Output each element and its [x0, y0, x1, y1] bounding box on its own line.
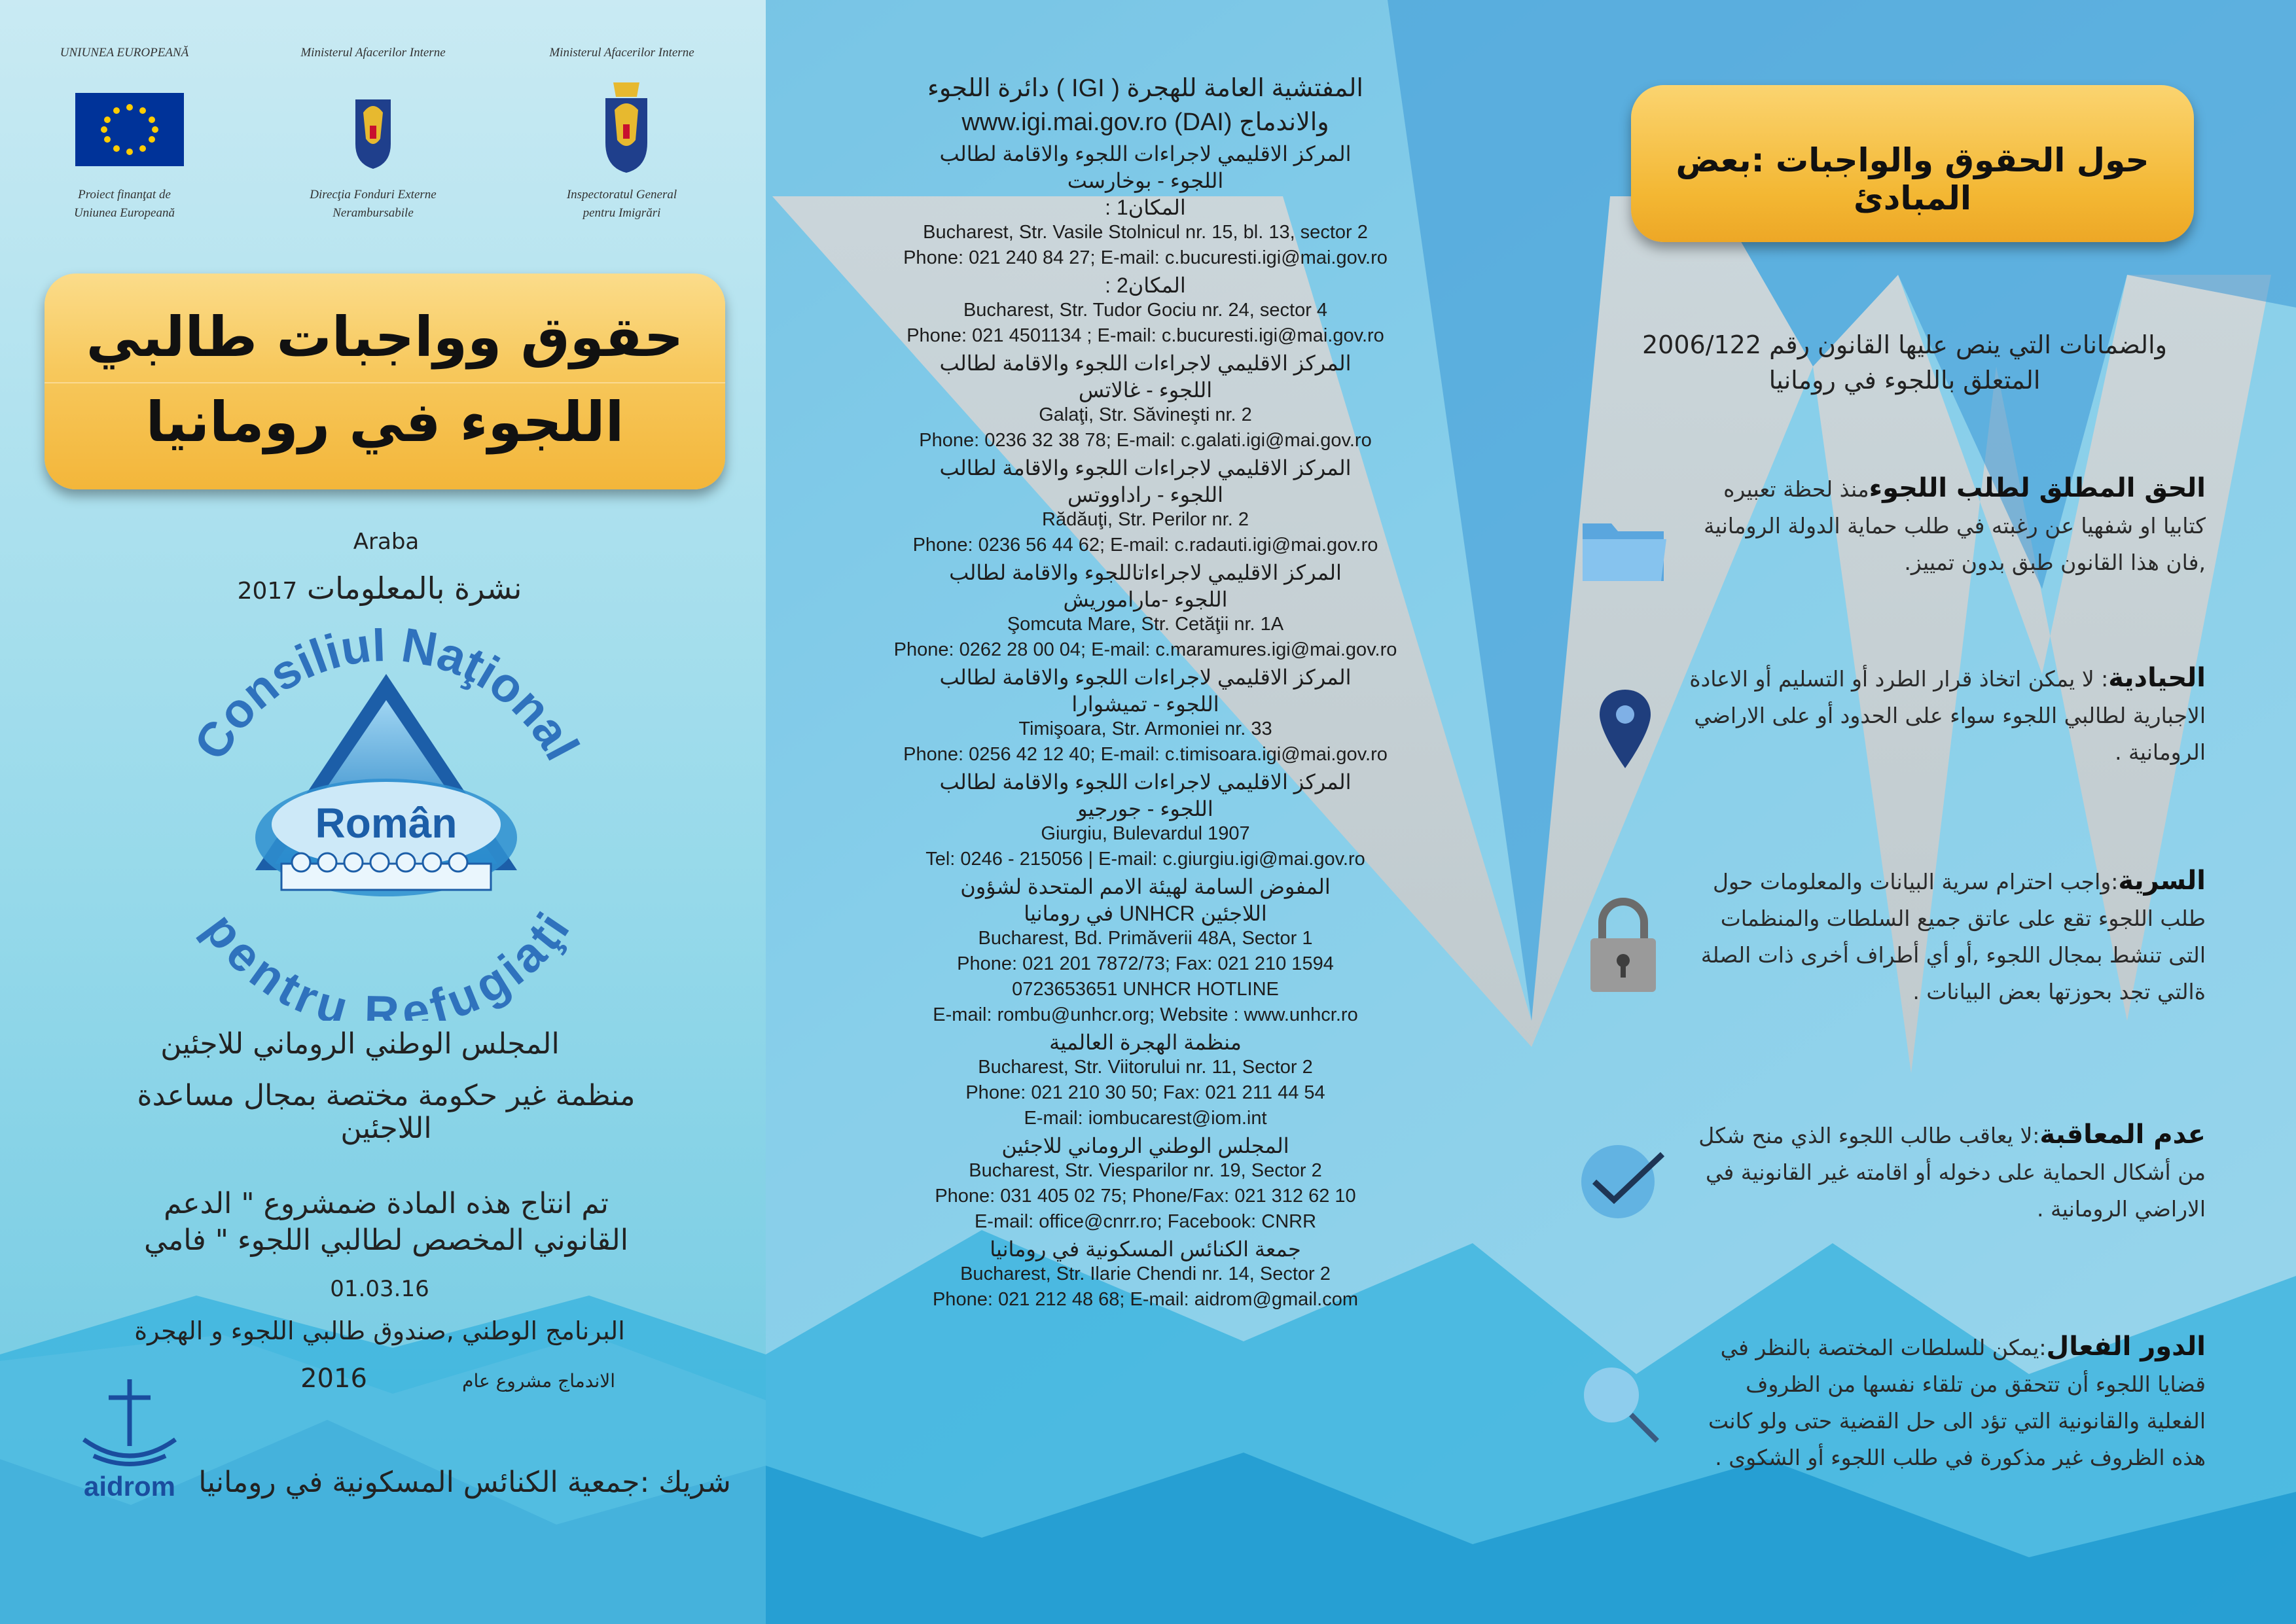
- date: 01.03.16: [330, 1276, 429, 1302]
- contact-line: المركز الاقليمي لاجراءاتاللجوء والاقامة لطالب: [949, 561, 1342, 584]
- contact-line: Phone: 021 210 30 50; Fax: 021 211 44 54: [965, 1082, 1325, 1103]
- cnrr-logo-middle: Român: [315, 800, 457, 847]
- org-desc: [98, 1080, 674, 1145]
- cnrr-logo-bottom: [194, 903, 580, 1021]
- contact-line: 0723653651 UNHCR HOTLINE: [1012, 979, 1279, 1000]
- project-year-label: الاندماج مشروع عام: [462, 1370, 615, 1392]
- bulletin-year: 2017: [237, 578, 298, 605]
- principle-item-2: [1682, 660, 2206, 771]
- contact-line: Bucharest, Str. Vasile Stolnicul nr. 15, bl. 13, sector 2: [923, 222, 1368, 243]
- principle-title: عدم المعاقبة: [2039, 1120, 2206, 1150]
- intro-text: [1610, 327, 2199, 398]
- logo-sub-line: Uniunea Europeană: [74, 206, 175, 220]
- principle-item-3: [1682, 862, 2206, 1010]
- contact-line: المركز الاقليمي لاجراءات اللجوء والاقامة لطالب: [939, 665, 1352, 689]
- magnifier-icon: [1577, 1361, 1662, 1446]
- contact-line: Giurgiu, Bulevardul 1907: [1041, 823, 1250, 844]
- contact-line: E-mail: rombu@unhcr.org; Website : www.unhcr.ro: [933, 1004, 1358, 1025]
- contact-line: Phone: 0236 32 38 78; E-mail: c.galati.igi@mai.gov.ro: [919, 430, 1372, 451]
- cnrr-logo-bottom-text: pentru Refugiaţi: [193, 903, 580, 1021]
- contact-line: Galaţi, Str. Săvineşti nr. 2: [1039, 404, 1252, 425]
- ship-cross-icon: [77, 1374, 182, 1472]
- logo-sub-line: Direcţia Fonduri Externe: [310, 188, 437, 202]
- intro-line: والضمانات التي ينص عليها القانون رقم 2006/122: [1642, 330, 2167, 359]
- logo-sub-line: Proiect finanţat de: [78, 188, 171, 202]
- contact-line: اللجوء - تميشوارا: [1071, 692, 1219, 716]
- contact-line: جمعة الكنائس المسكونية في رومانيا: [990, 1237, 1301, 1261]
- logo-sub-eu: [39, 186, 209, 222]
- aidrom-text: aidrom: [83, 1471, 176, 1502]
- cnrr-logo-top-text: Consiliul Naţional: [183, 628, 590, 769]
- principle-title: الحيادية: [2108, 663, 2206, 693]
- contact-line: اللجوء - راداووتس: [1067, 483, 1223, 506]
- coat-of-arms-icon: [600, 77, 653, 175]
- contact-line: E-mail: office@cnrr.ro; Facebook: CNRR: [974, 1211, 1317, 1232]
- principle-text: :لا يعاقب طالب اللجوء الذي منح شكل من أشكال الحماية على دخوله أو اقامته غير القانونية في الاراضي الرومانية .: [1698, 1123, 2206, 1222]
- contact-line: Phone: 0256 42 12 40; E-mail: c.timisoara.igi@mai.gov.ro: [903, 744, 1388, 765]
- contact-line: منظمة الهجرة العالمية: [1049, 1031, 1242, 1054]
- contact-line: Phone: 0236 56 44 62; E-mail: c.radauti.igi@mai.gov.ro: [912, 535, 1378, 556]
- folder-icon: [1579, 510, 1670, 589]
- contact-line: Rădăuţi, Str. Perilor nr. 2: [1042, 509, 1249, 530]
- contact-line: المركز الاقليمي لاجراءات اللجوء والاقامة لطالب: [939, 142, 1352, 166]
- org-name: المجلس الوطني الروماني للاجئين: [160, 1027, 560, 1061]
- principle-item-5: [1682, 1328, 2206, 1476]
- principle-title: السرية: [2118, 866, 2206, 896]
- contact-line: اللجوء - بوخارست: [1067, 169, 1224, 192]
- logo-caption-igi: Ministerul Afacerilor Interne: [549, 46, 694, 60]
- coat-of-arms-icon: [350, 93, 396, 170]
- contact-line: Phone: 021 240 84 27; E-mail: c.bucuresti.igi@mai.gov.ro: [903, 247, 1388, 268]
- contact-line: Bucharest, Str. Tudor Gociu nr. 24, sector 4: [963, 300, 1328, 321]
- contact-line: Bucharest, Str. Ilarie Chendi nr. 14, Sector 2: [960, 1263, 1331, 1284]
- principle-text: منذ لحظة تعبيره كتابيا او شفهيا عن رغبته في طلب حماية الدولة الرومانية ,فان هذا القانون طبق بدون تمييز.: [1703, 476, 2206, 575]
- contact-line: E-mail: iombucarest@iom.int: [1024, 1108, 1267, 1129]
- org-desc-line: منظمة غير حكومة مختصة بمجال مساعدة: [137, 1079, 636, 1112]
- padlock-icon: [1584, 896, 1662, 995]
- project-text-line: القانوني المخصص لطالبي اللجوء " فامي: [144, 1224, 628, 1257]
- project-text: [98, 1186, 674, 1259]
- contact-line: المفوض السامة لهيئة الامم المتحدة لشؤون: [960, 875, 1331, 898]
- location-pin-icon: [1597, 687, 1653, 772]
- contact-line: المكان1 :: [1105, 196, 1186, 219]
- contact-line: Phone: 021 4501134 ; E-mail: c.bucuresti.igi@mai.gov.ro: [906, 325, 1384, 346]
- contact-line: المركز الاقليمي لاجراءات اللجوء والاقامة لطالب: [939, 770, 1352, 794]
- bulletin-title: [196, 571, 563, 606]
- partner-text: شريك :جمعية الكنائس المسكونية في رومانيا: [198, 1466, 731, 1499]
- logo-sub-line: Inspectoratul General: [566, 188, 677, 202]
- contact-line: Şomcuta Mare, Str. Cetăţii nr. 1A: [1007, 614, 1284, 635]
- program-text: البرنامج الوطني ,صندوق طالبي اللجوء و الهجرة: [134, 1316, 625, 1345]
- contact-line: اللجوء - غالاتس: [1078, 378, 1213, 402]
- contact-line: اللاجئين UNHCR في رومانيا: [1024, 902, 1267, 925]
- contact-line: Tel: 0246 - 215056 | E-mail: c.giurgiu.igi@mai.gov.ro: [925, 849, 1365, 870]
- project-text-line: تم انتاج هذه المادة ضمشروع " الدعم: [164, 1187, 609, 1220]
- principle-text: :يمكن للسلطات المختصة بالنظر في قضايا اللجوء أن تتحقق من تلقاء نفسها من الظروف الفعلية والقانونية التي تؤد الى حل القضية حتى ولو كانت هذه الظروف غير مذكورة في طلب اللجوء أو الشكوى .: [1708, 1335, 2206, 1470]
- contact-line: المفتشية العامة للهجرة ( IGI ) دائرة اللجوء: [927, 75, 1363, 102]
- contact-line: اللجوء -ماراموريش: [1063, 588, 1228, 611]
- contact-line: المركز الاقليمي لاجراءات اللجوء والاقامة لطالب: [939, 351, 1352, 375]
- project-year: 2016: [300, 1364, 367, 1394]
- intro-line: المتعلق باللجوء في رومانيا: [1768, 366, 2041, 395]
- principle-title: الدور الفعال: [2046, 1332, 2206, 1362]
- principles-header: حول الحقوق والواجبات :بعض المبادئ: [1676, 141, 2149, 217]
- contact-line: Phone: 031 405 02 75; Phone/Fax: 021 312 62 10: [935, 1186, 1356, 1207]
- org-desc-line: اللاجئين: [340, 1112, 432, 1145]
- contact-line: المكان2 :: [1105, 274, 1186, 297]
- principles-header-box: [1631, 85, 2194, 242]
- eu-flag-icon: [75, 93, 184, 166]
- logo-caption-eu: UNIUNEA EUROPEANĂ: [60, 46, 189, 60]
- aidrom-logo: [77, 1374, 182, 1505]
- logo-sub-mai: [275, 186, 471, 222]
- principle-item-1: [1682, 470, 2206, 581]
- cnrr-logo: [177, 628, 596, 1021]
- contact-line: Bucharest, Bd. Primăverii 48A, Sector 1: [978, 928, 1313, 949]
- contact-line: والاندماج (DAI) www.igi.mai.gov.ro: [961, 109, 1329, 136]
- contact-line: Bucharest, Str. Viitorului nr. 11, Sector 2: [978, 1057, 1313, 1078]
- principle-title: الحق المطلق لطلب اللجوء: [1869, 473, 2206, 503]
- logo-sub-line: pentru Imigrări: [583, 206, 661, 220]
- contact-line: اللجوء - جورجيو: [1077, 797, 1213, 821]
- contact-line: Timişoara, Str. Armoniei nr. 33: [1018, 718, 1272, 739]
- principle-text: :واجب احترام سرية البيانات والمعلومات حول طلب اللجوء تقع على عاتق جميع السلطات والمنظمات التى تنشط بمجال اللجوء ,أو أي أطراف أخرى ذات الصلة ةالتي تجد بحوزتها بعض البيانات .: [1700, 869, 2206, 1004]
- title-line-1: حقوق وواجبات طالبي: [86, 305, 684, 369]
- language-label: Araba: [353, 529, 420, 555]
- title-box: [45, 274, 725, 489]
- contact-line: المركز الاقليمي لاجراءات اللجوء والاقامة لطالب: [939, 456, 1352, 480]
- principle-item-4: [1682, 1116, 2206, 1227]
- checkmark-icon: [1577, 1139, 1669, 1224]
- bulletin-text: نشرة بالمعلومات: [306, 571, 522, 606]
- contact-line: Bucharest, Str. Viesparilor nr. 19, Sector 2: [969, 1160, 1322, 1181]
- logo-sub-igi: [524, 186, 720, 222]
- contact-line: Phone: 021 212 48 68; E-mail: aidrom@gmail.com: [932, 1289, 1359, 1310]
- logo-caption-mai: Ministerul Afacerilor Interne: [300, 46, 446, 60]
- title-line-2: اللجوء في رومانيا: [145, 390, 624, 454]
- principle-text: : لا يمكن اتخاذ قرار الطرد أو التسليم أو الاعادة الاجبارية لطالبي اللجوء سواء على الحدود أو على الاراضي الرومانية .: [1689, 666, 2206, 765]
- contact-line: Phone: 0262 28 00 04; E-mail: c.maramures.igi@mai.gov.ro: [893, 639, 1397, 660]
- contact-line: المجلس الوطني الروماني للاجئين: [1001, 1134, 1289, 1157]
- contact-line: Phone: 021 201 7872/73; Fax: 021 210 1594: [957, 953, 1334, 974]
- logo-sub-line: Nerambursabile: [332, 206, 414, 220]
